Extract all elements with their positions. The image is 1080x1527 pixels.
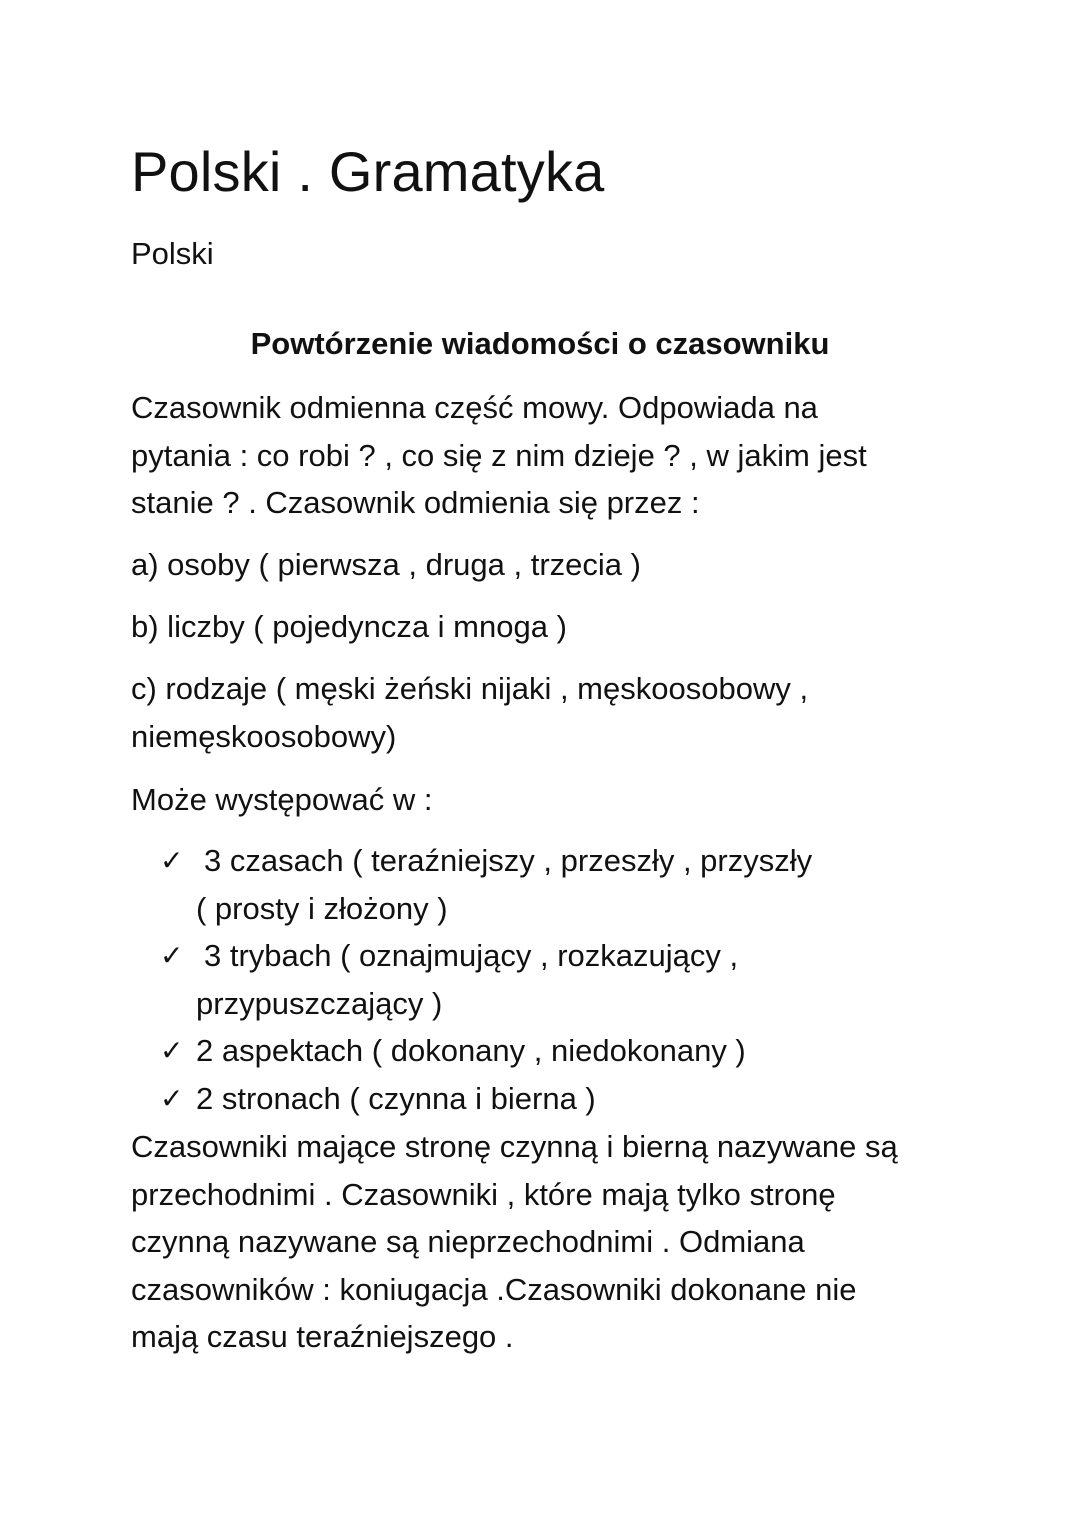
outro-paragraph [131, 1123, 961, 1361]
outro-line: mają czasu teraźniejszego . [131, 1319, 514, 1354]
page-title: Polski . Gramatyka [131, 140, 605, 203]
checklist-item-tenses [160, 837, 960, 932]
checklist-line: 2 stronach ( czynna i bierna ) [196, 1080, 596, 1116]
occurs-in-label: Może występować w : [131, 782, 433, 817]
checklist-line: 2 aspektach ( dokonany , niedokonany ) [196, 1033, 746, 1068]
declension-item-numbers: b) liczby ( pojedyncza i mnoga ) [131, 609, 567, 644]
checklist-item-moods [160, 932, 960, 1027]
checklist-item-aspects [160, 1027, 960, 1075]
declension-line: c) rodzaje ( męski żeński nijaki , męskoosobowy , [131, 671, 809, 706]
checkmark-icon: ✓ [160, 1034, 184, 1067]
checkmark-icon: ✓ [160, 1081, 184, 1115]
intro-paragraph [131, 384, 961, 527]
checkmark-icon: ✓ [160, 939, 184, 972]
checklist-item-voices [160, 1075, 960, 1123]
declension-item-genders [131, 665, 961, 760]
checklist-line: 3 czasach ( teraźniejszy , przeszły , przyszły [204, 843, 813, 878]
outro-line: czasowników : koniugacja .Czasowniki dokonane nie [131, 1271, 857, 1307]
checklist-line: 3 trybach ( oznajmujący , rozkazujący , [204, 938, 739, 973]
declension-line: niemęskoosobowy) [131, 718, 397, 754]
outro-line: przechodnimi . Czasowniki , które mają tylko stronę [131, 1176, 836, 1212]
outro-line: Czasowniki mające stronę czynną i bierną nazywane są [131, 1129, 898, 1164]
checklist-line: ( prosty i złożony ) [196, 890, 448, 926]
intro-line: Czasownik odmienna część mowy. Odpowiada na [131, 390, 818, 425]
feature-checklist [160, 837, 960, 1122]
declension-item-persons: a) osoby ( pierwsza , druga , trzecia ) [131, 547, 641, 582]
checklist-line: przypuszczający ) [196, 985, 443, 1021]
checkmark-icon: ✓ [160, 844, 184, 877]
subject-label: Polski [131, 236, 214, 271]
intro-line: pytania : co robi ? , co się z nim dzieje ? , w jakim jest [131, 437, 867, 473]
outro-line: czynną nazywane są nieprzechodnimi . Odmiana [131, 1224, 805, 1259]
intro-line: stanie ? . Czasownik odmienia się przez : [131, 485, 700, 520]
section-heading: Powtórzenie wiadomości o czasowniku [250, 326, 830, 361]
